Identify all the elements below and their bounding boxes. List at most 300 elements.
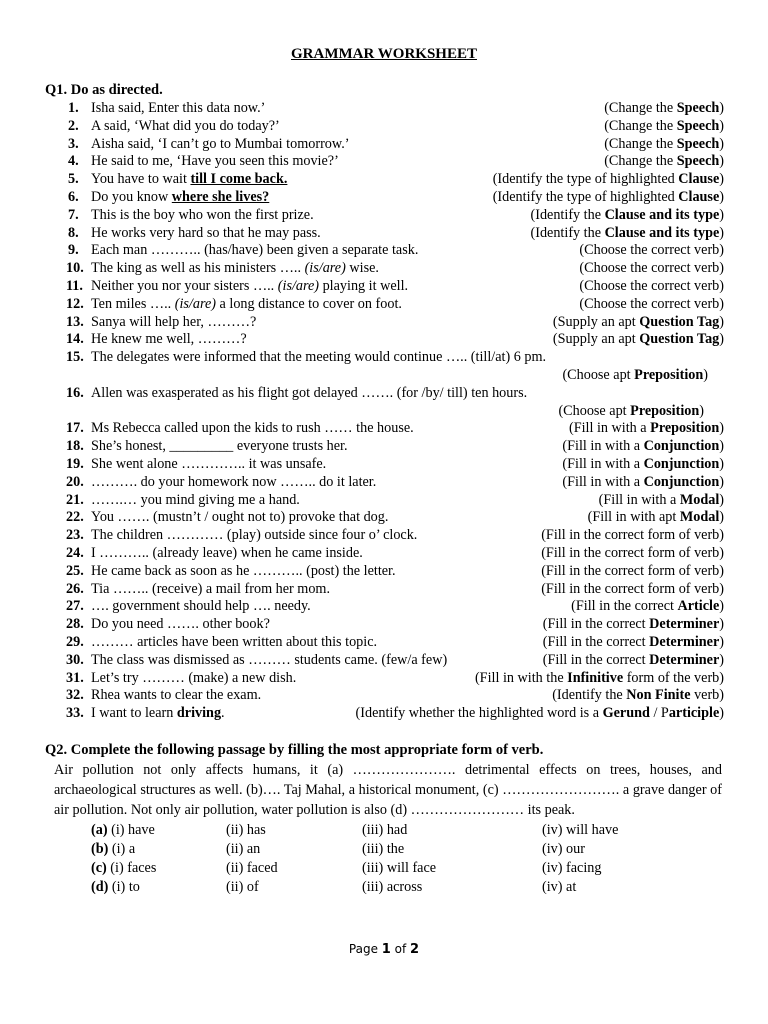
option-label: (a) (91, 822, 112, 838)
text-segment: I want to learn (91, 705, 177, 722)
option-choice (226, 878, 259, 897)
question-text (91, 563, 396, 581)
question-instruction (599, 492, 724, 510)
text-segment: Tia …….. (receive) a mail from her mom. (91, 580, 331, 597)
text-segment: verb) (690, 687, 724, 704)
option-choice (91, 859, 156, 878)
text-segment: ) (719, 313, 724, 330)
question-row (0, 438, 768, 456)
text-segment: (Identify the type of highlighted (492, 171, 679, 188)
question-text (91, 189, 269, 207)
text-segment: ) (719, 473, 724, 490)
question-number: 27. (66, 598, 84, 615)
text-segment: Preposition (630, 402, 700, 419)
text-segment: She’s honest, _________ everyone trusts her. (91, 438, 348, 455)
option-text: (i) a (111, 841, 136, 857)
question-instruction (562, 367, 708, 385)
question-row (0, 118, 768, 136)
question-instruction (558, 403, 704, 421)
text-segment: (is/are) (174, 295, 216, 312)
question-text (91, 153, 339, 171)
text-segment: Each man ……….. (has/have) been given a separate task. (91, 242, 419, 259)
text-segment: Conjunction (643, 455, 720, 472)
option-choice (362, 859, 436, 878)
question-instruction (475, 670, 724, 688)
text-segment: ) (703, 366, 708, 383)
text-segment: (Fill in the correct (571, 598, 678, 615)
text-segment: ) (719, 598, 724, 615)
text-segment: (Fill in the correct form of verb) (541, 527, 724, 544)
option-text: (ii) an (226, 841, 261, 857)
option-text: (ii) faced (226, 860, 278, 876)
question-text (91, 687, 261, 705)
question-row (0, 492, 768, 510)
text-segment: …….… you mind giving me a hand. (91, 491, 300, 508)
q1-heading: Q1. Do as directed. (45, 82, 163, 98)
question-instruction (579, 278, 724, 296)
option-text: (iv) will have (542, 822, 619, 838)
text-segment: / P (649, 705, 669, 722)
option-text: (iv) at (542, 879, 577, 895)
question-text (91, 349, 546, 367)
text-segment: ………. do your homework now …….. do it later. (91, 473, 377, 490)
q2-heading: Q2. Complete the following passage by filling the most appropriate form of verb. (45, 742, 544, 758)
text-segment: Determiner (649, 616, 720, 633)
question-number: 2. (68, 117, 79, 134)
text-segment: (Choose the correct verb) (579, 295, 724, 312)
question-row (0, 527, 768, 545)
option-text: (iii) the (362, 841, 405, 857)
text-segment: ) (719, 188, 724, 205)
question-instruction (604, 100, 724, 118)
text-segment: Speech (676, 135, 720, 152)
question-number: 24. (66, 544, 84, 561)
text-segment: (Fill in with a (562, 438, 644, 455)
option-text: (iii) across (362, 879, 423, 895)
question-number: 19. (66, 455, 84, 472)
text-segment: . (221, 705, 225, 722)
text-segment: articiple (668, 705, 720, 722)
text-segment: You have to wait (91, 171, 191, 188)
text-segment: Speech (676, 100, 720, 116)
option-choice (542, 821, 618, 840)
question-instruction (553, 331, 724, 349)
question-number: 16. (66, 384, 84, 401)
question-instruction (571, 598, 724, 616)
question-instruction (541, 527, 724, 545)
text-segment: (Fill in the correct (542, 651, 650, 668)
option-choice (91, 878, 140, 897)
text-segment: (Identify the type of highlighted (492, 188, 679, 205)
question-text (91, 527, 417, 545)
question-instruction (552, 687, 724, 705)
text-segment: Article (677, 598, 720, 615)
question-number: 3. (68, 135, 79, 152)
text-segment: Preposition (650, 420, 720, 437)
question-row (0, 171, 768, 189)
option-text: (iii) will face (362, 860, 437, 876)
text-segment: ) (719, 153, 724, 170)
question-number: 7. (68, 206, 79, 223)
text-segment: ) (719, 651, 724, 668)
text-segment: (Supply an apt (552, 313, 640, 330)
question-row (0, 153, 768, 171)
question-row (0, 670, 768, 688)
option-label: (c) (91, 860, 111, 876)
question-text (91, 616, 270, 634)
text-segment: (Fill in the correct form of verb) (541, 580, 724, 597)
option-choice (542, 840, 585, 859)
question-number: 25. (66, 562, 84, 579)
text-segment: …. government should help …. needy. (91, 598, 311, 615)
question-text (91, 207, 314, 225)
text-segment: A said, ‘What did you do today?’ (91, 117, 280, 134)
footer-current-page: 1 (381, 942, 391, 957)
option-text: (iv) facing (542, 860, 602, 876)
text-segment: Infinitive (567, 669, 624, 686)
question-number: 30. (66, 651, 84, 668)
question-text (91, 171, 287, 189)
text-segment: Modal (679, 491, 720, 508)
question-row (0, 260, 768, 278)
question-instruction (562, 456, 724, 474)
question-text (91, 492, 300, 510)
question-row (0, 385, 768, 403)
question-number: 5. (68, 171, 79, 188)
text-segment: (Change the (604, 153, 677, 170)
option-choice (362, 878, 422, 897)
question-instruction (531, 225, 725, 243)
question-text (91, 670, 296, 688)
question-instruction (493, 189, 724, 207)
question-text (91, 456, 326, 474)
question-row (0, 581, 768, 599)
question-number: 26. (66, 580, 84, 597)
text-segment: ) (719, 331, 724, 348)
question-text (91, 278, 408, 296)
text-segment: ) (719, 633, 724, 650)
text-segment: form of the verb) (623, 669, 724, 686)
option-choice (542, 878, 576, 897)
question-number: 11. (66, 277, 83, 294)
text-segment: ) (719, 509, 724, 526)
question-text (91, 652, 447, 670)
text-segment: The class was dismissed as ……… students came. (few/a few) (91, 651, 448, 668)
question-text (91, 296, 402, 314)
option-text: (i) have (111, 822, 155, 838)
question-text (91, 634, 377, 652)
question-instruction (531, 207, 725, 225)
question-row (0, 242, 768, 260)
text-segment: Speech (676, 117, 720, 134)
question-number: 6. (68, 188, 79, 205)
question-number: 8. (68, 224, 79, 241)
text-segment: ) (719, 616, 724, 633)
question-number: 9. (68, 242, 79, 259)
text-segment: (Identify the (530, 224, 605, 241)
question-row (0, 563, 768, 581)
question-instruction (579, 242, 724, 260)
question-instruction (543, 634, 724, 652)
question-text (91, 438, 348, 456)
question-row (0, 136, 768, 154)
question-text (91, 331, 247, 349)
question-instruction (493, 171, 724, 189)
text-segment: (Fill in the correct form of verb) (541, 544, 724, 561)
option-row (0, 840, 768, 859)
text-segment: I ……….. (already leave) when he came inside. (91, 544, 363, 561)
question-instruction (604, 136, 724, 154)
question-instruction (579, 260, 724, 278)
question-number: 20. (66, 473, 84, 490)
question-number: 31. (66, 669, 84, 686)
text-segment: (Choose apt (558, 402, 631, 419)
question-row (0, 616, 768, 634)
text-segment: (Choose apt (562, 366, 635, 383)
text-segment: ) (719, 117, 724, 134)
question-number: 12. (66, 295, 84, 312)
text-segment: Do you need ……. other book? (91, 616, 270, 633)
option-choice (226, 840, 260, 859)
text-segment: where she lives? (171, 188, 270, 205)
option-label: (d) (91, 879, 112, 895)
question-text (91, 242, 418, 260)
question-instruction (543, 616, 724, 634)
text-segment: ……… articles have been written about this topic. (91, 633, 378, 650)
question-row (0, 296, 768, 314)
text-segment: (Identify the (552, 687, 627, 704)
question-text (91, 385, 527, 403)
text-segment: (Fill in with apt (587, 509, 680, 526)
question-row (0, 100, 768, 118)
question-text (91, 225, 321, 243)
text-segment: (is/are) (304, 260, 346, 277)
text-segment: (Fill in the correct (542, 633, 650, 650)
option-choice (91, 821, 155, 840)
option-row (0, 878, 768, 897)
text-segment: She went alone ………….. it was unsafe. (91, 455, 327, 472)
text-segment: ) (719, 705, 724, 722)
question-text (91, 545, 363, 563)
question-number: 15. (66, 349, 84, 366)
text-segment: Do you know (91, 188, 172, 205)
question-number: 14. (66, 331, 84, 348)
text-segment: ) (719, 100, 724, 116)
question-instruction (588, 509, 724, 527)
question-instruction (356, 705, 724, 723)
text-segment: ) (719, 491, 724, 508)
text-segment: Conjunction (643, 473, 720, 490)
text-segment: (Fill in the correct (542, 616, 650, 633)
text-segment: (Identify the (530, 206, 605, 223)
text-segment: The delegates were informed that the meeting would continue ….. (till/at) 6 pm. (91, 349, 547, 366)
question-number: 23. (66, 527, 84, 544)
text-segment: Let’s try ……… (make) a new dish. (91, 669, 297, 686)
option-text: (i) to (111, 879, 140, 895)
text-segment: (Choose the correct verb) (579, 260, 724, 277)
option-choice (362, 840, 404, 859)
text-segment: Non Finite (626, 687, 691, 704)
option-choice (91, 840, 135, 859)
text-segment: (Fill in the correct form of verb) (541, 562, 724, 579)
option-text: (ii) of (226, 879, 259, 895)
question-text (91, 598, 311, 616)
question-row (0, 474, 768, 492)
text-segment: ) (699, 402, 704, 419)
option-choice (362, 821, 407, 840)
question-instruction-row (0, 403, 768, 421)
question-row (0, 652, 768, 670)
text-segment: Determiner (649, 633, 720, 650)
question-row (0, 687, 768, 705)
text-segment: ) (719, 455, 724, 472)
text-segment: Clause (678, 171, 720, 188)
text-segment: (is/are) (277, 277, 320, 294)
footer-of: of (390, 942, 411, 956)
text-segment: Conjunction (643, 438, 720, 455)
question-row (0, 634, 768, 652)
question-number: 10. (66, 260, 84, 277)
text-segment: ) (719, 224, 724, 241)
question-text (91, 420, 414, 438)
text-segment: Preposition (634, 366, 704, 383)
question-instruction (579, 296, 724, 314)
text-segment: Sanya will help her, ………? (91, 313, 257, 330)
question-text (91, 314, 256, 332)
text-segment: You ……. (mustn’t / ought not to) provoke that dog. (91, 509, 389, 526)
text-segment: He said to me, ‘Have you seen this movie?’ (91, 153, 339, 170)
question-row (0, 545, 768, 563)
text-segment: (Fill in with the (474, 669, 568, 686)
question-instruction (541, 545, 724, 563)
question-text (91, 100, 265, 118)
question-number: 22. (66, 509, 84, 526)
text-segment: ) (719, 206, 724, 223)
footer-page-prefix: Page (348, 942, 382, 956)
text-segment: Modal (679, 509, 720, 526)
question-instruction (553, 314, 724, 332)
question-text (91, 118, 280, 136)
question-number: 33. (66, 705, 84, 722)
question-instruction (543, 652, 724, 670)
text-segment: Question Tag (639, 331, 720, 348)
question-instruction (604, 153, 724, 171)
text-segment: till I come back. (190, 171, 288, 188)
page-footer (0, 942, 768, 957)
question-instruction (562, 438, 724, 456)
question-text (91, 474, 376, 492)
text-segment: ) (719, 135, 724, 152)
text-segment: (Change the (604, 135, 677, 152)
text-segment: (Fill in with a (562, 473, 644, 490)
question-text (91, 581, 330, 599)
question-row (0, 207, 768, 225)
option-label: (b) (91, 841, 112, 857)
text-segment: (Fill in with a (598, 491, 680, 508)
question-instruction (541, 581, 724, 599)
question-instruction (604, 118, 724, 136)
text-segment: This is the boy who won the first prize. (91, 206, 314, 223)
question-text (91, 260, 379, 278)
question-row (0, 314, 768, 332)
text-segment: ) (719, 438, 724, 455)
text-segment: (Choose the correct verb) (579, 242, 724, 259)
question-instruction (569, 420, 724, 438)
text-segment: (Supply an apt (552, 331, 640, 348)
text-segment: Clause (678, 188, 720, 205)
option-text: (ii) has (226, 822, 266, 838)
text-segment: The king as well as his ministers ….. (91, 260, 305, 277)
text-segment: playing it well. (319, 277, 409, 294)
text-segment: Rhea wants to clear the exam. (91, 687, 262, 704)
question-number: 13. (66, 313, 84, 330)
text-segment: (Change the (604, 100, 677, 116)
text-segment: Isha said, Enter this data now.’ (91, 100, 266, 116)
question-row (0, 509, 768, 527)
question-number: 32. (66, 687, 84, 704)
text-segment: Gerund (602, 705, 650, 722)
text-segment: Neither you nor your sisters ….. (91, 277, 278, 294)
question-number: 21. (66, 491, 84, 508)
worksheet-title: GRAMMAR WORKSHEET (291, 46, 477, 62)
text-segment: a long distance to cover on foot. (215, 295, 402, 312)
option-row (0, 821, 768, 840)
q1-question-list (0, 100, 768, 723)
q2-options (0, 821, 768, 897)
footer-total-pages: 2 (410, 942, 420, 957)
text-segment: Question Tag (639, 313, 720, 330)
option-row (0, 859, 768, 878)
question-number: 28. (66, 616, 84, 633)
question-row (0, 225, 768, 243)
text-segment: Clause and its type (604, 224, 720, 241)
text-segment: He came back as soon as he ……….. (post) the letter. (91, 562, 396, 579)
text-segment: Determiner (649, 651, 720, 668)
text-segment: ) (719, 171, 724, 188)
text-segment: (Choose the correct verb) (579, 277, 724, 294)
text-segment: The children ………… (play) outside since four o’ clock. (91, 527, 418, 544)
option-text: (i) faces (110, 860, 157, 876)
text-segment: Ms Rebecca called upon the kids to rush …… the house. (91, 420, 414, 437)
question-number: 4. (68, 153, 79, 170)
option-text: (iv) our (542, 841, 585, 857)
question-instruction-row (0, 367, 768, 385)
option-choice (226, 859, 278, 878)
question-row (0, 420, 768, 438)
question-number: 18. (66, 438, 84, 455)
text-segment: ) (719, 420, 724, 437)
question-row (0, 705, 768, 723)
option-text: (iii) had (362, 822, 408, 838)
question-row (0, 189, 768, 207)
question-text (91, 136, 349, 154)
text-segment: (Change the (604, 117, 677, 134)
question-row (0, 456, 768, 474)
question-text (91, 705, 225, 723)
question-number: 29. (66, 633, 84, 650)
text-segment: Aisha said, ‘I can’t go to Mumbai tomorrow.’ (91, 135, 350, 152)
option-choice (542, 859, 601, 878)
text-segment: He works very hard so that he may pass. (91, 224, 321, 241)
option-choice (226, 821, 266, 840)
text-segment: (Identify whether the highlighted word is a (355, 705, 603, 722)
text-segment: Speech (676, 153, 720, 170)
question-row (0, 278, 768, 296)
text-segment: (Fill in with a (568, 420, 651, 437)
question-row (0, 598, 768, 616)
text-segment: driving (176, 705, 222, 722)
question-text (91, 509, 388, 527)
